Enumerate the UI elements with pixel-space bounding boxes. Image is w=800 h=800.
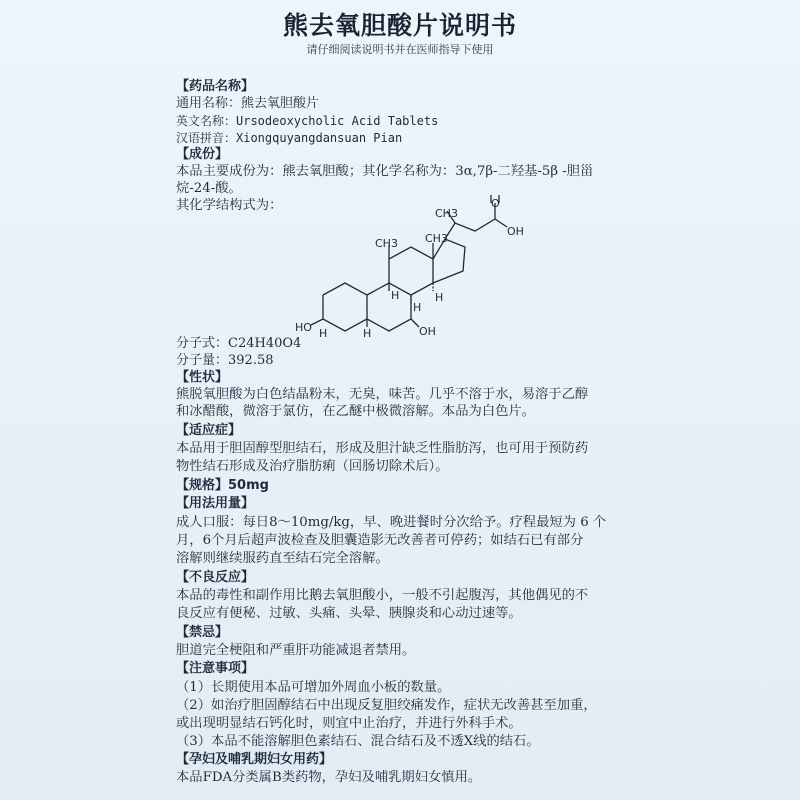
document-subtitle: 请仔细阅读说明书并在医师指导下使用 — [306, 43, 494, 56]
adverse-line-2: 良反应有便秘、过敏、头痛、头晕、胰腺炎和心动过速等。 — [176, 606, 522, 621]
adverse-line-1: 本品的毒性和副作用比鹅去氧胆酸小，一般不引起腹泻，其他偶见的不 — [176, 588, 589, 603]
composition-line-3: 其化学结构式为： — [176, 198, 283, 213]
structure-label-h-c14: H — [435, 291, 444, 304]
structure-label-h-c3: H — [319, 327, 328, 340]
pregnancy-line-1: 本品FDA分类属B类药物，孕妇及哺乳期妇女慎用。 — [176, 770, 482, 785]
structure-label-ho-c3: HO — [295, 321, 312, 334]
composition-line-1: 本品主要成份为：熊去氧胆酸；其化学名称为：3α,7β-二羟基-5β -胆甾 — [176, 164, 594, 179]
document-title: 熊去氧胆酸片说明书 — [282, 11, 517, 40]
precautions-line-1: （1）长期使用本品可增加外周血小板的数量。 — [176, 680, 451, 695]
structure-label-ch3-top: CH3 — [435, 207, 458, 220]
structure-label-oh-acid: OH — [507, 225, 524, 238]
section-indications-heading: 【适应症】 — [176, 423, 242, 438]
section-composition-heading: 【成份】 — [176, 147, 229, 162]
indications-line-1: 本品用于胆固醇型胆结石，形成及胆汁缺乏性脂肪泻，也可用于预防药 — [176, 441, 589, 456]
dosage-line-1: 成人口服：每日8～10mg/kg，早、晚进餐时分次给予。疗程最短为 6 个 — [176, 515, 607, 530]
precautions-line-4: （3）本品不能溶解胆色素结石、混合结石及不透X线的结石。 — [176, 734, 540, 749]
properties-line-1: 熊脱氧胆酸为白色结晶粉末，无臭，味苦。几乎不溶于水，易溶于乙醇 — [176, 387, 589, 402]
section-adverse-heading: 【不良反应】 — [176, 570, 255, 585]
section-contra-heading: 【禁忌】 — [176, 625, 229, 640]
generic-name: 通用名称：熊去氧胆酸片 — [176, 96, 320, 111]
structure-label-h-c9: H — [391, 289, 400, 302]
section-properties-heading: 【性状】 — [176, 370, 229, 385]
dosage-line-2: 月，6个月后超声波检查及胆囊造影无改善者可停药；如结石已有部分 — [176, 533, 584, 548]
properties-line-2: 和冰醋酸，微溶于氯仿，在乙醚中极微溶解。本品为白色片。 — [176, 404, 536, 419]
structure-label-ch3-upper: CH3 — [425, 232, 448, 245]
section-spec: 【规格】50mg — [176, 478, 269, 493]
section-pregnancy-heading: 【孕妇及哺乳期妇女用药】 — [176, 752, 333, 767]
structure-label-o-acid: O — [491, 197, 500, 210]
structure-label-h-c5: H — [363, 327, 372, 340]
contra-line-1: 胆道完全梗阻和严重肝功能减退者禁用。 — [176, 643, 416, 658]
precautions-line-2: （2）如治疗胆固醇结石中出现反复胆绞痛发作，症状无改善甚至加重， — [176, 698, 597, 713]
precautions-line-3: 或出现明显结石钙化时，则宜中止治疗，并进行外科手术。 — [176, 716, 522, 731]
chemical-structure-diagram — [295, 195, 545, 340]
structure-label-oh-c7: OH — [419, 325, 436, 338]
structure-label-ch3-left: CH3 — [375, 237, 398, 250]
section-drug-name-heading: 【药品名称】 — [176, 79, 255, 94]
molecular-weight: 分子量：392.58 — [176, 353, 274, 368]
section-precautions-heading: 【注意事项】 — [176, 661, 255, 676]
section-dosage-heading: 【用法用量】 — [176, 496, 255, 511]
english-name: 英文名称：Ursodeoxycholic Acid Tablets — [176, 114, 439, 128]
pinyin-name: 汉语拼音：Xiongquyangdansuan Pian — [176, 131, 403, 145]
indications-line-2: 物性结石形成及治疗脂肪痢（回肠切除术后）。 — [176, 459, 449, 474]
structure-label-h-c8: H — [413, 301, 422, 314]
dosage-line-3: 溶解则继续服药直至结石完全溶解。 — [176, 551, 389, 566]
molecular-formula: 分子式：C24H40O4 — [176, 336, 302, 351]
composition-line-2: 烷-24-酸。 — [176, 181, 242, 196]
